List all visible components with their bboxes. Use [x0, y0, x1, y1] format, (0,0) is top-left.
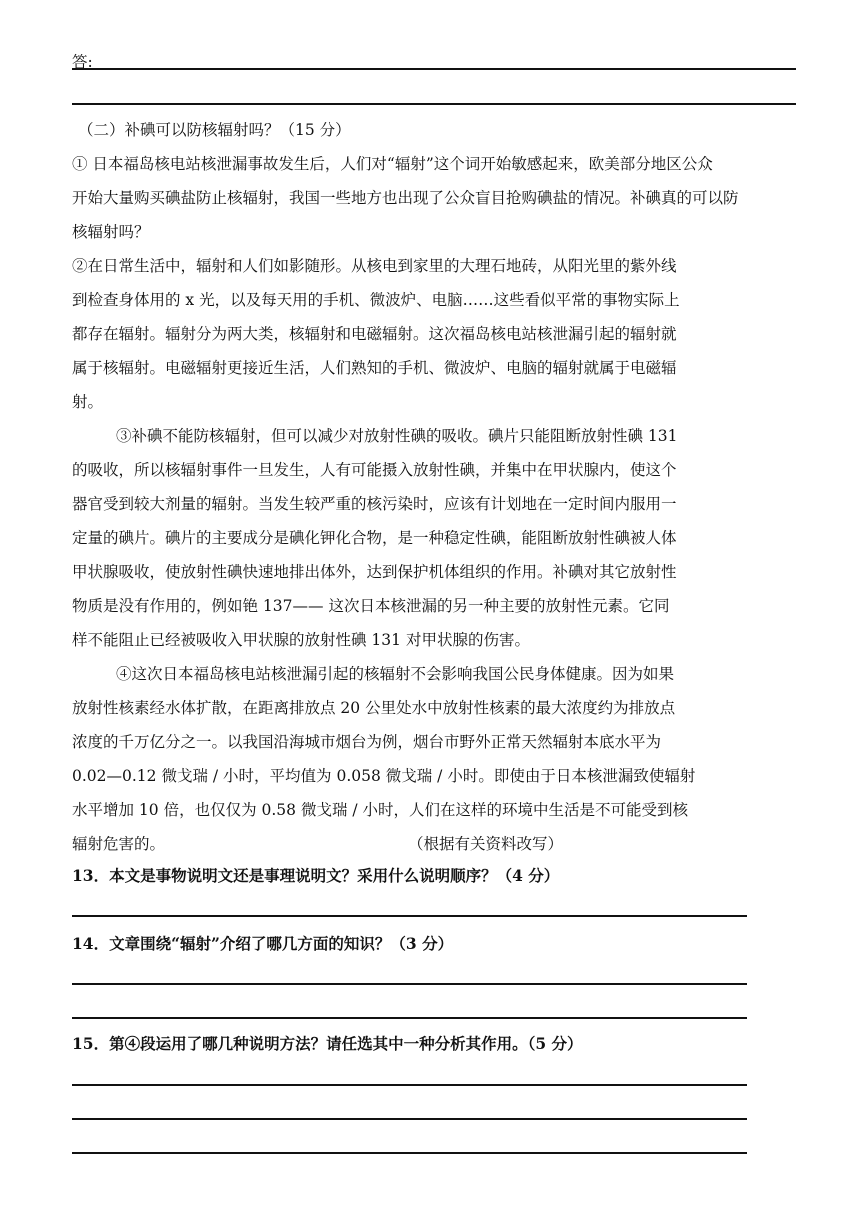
answer-line-1[interactable] [72, 68, 796, 70]
paragraph-3-line-5: 甲状腺吸收，使放射性碘快速地排出体外，达到保护机体组织的作用。补碘对其它放射性 [72, 563, 677, 581]
answer-line-q15-2[interactable] [72, 1118, 747, 1120]
paragraph-3-line-2: 的吸收，所以核辐射事件一旦发生，人有可能摄入放射性碘，并集中在甲状腺内，使这个 [72, 461, 677, 479]
paragraph-3-line-4: 定量的碘片。碘片的主要成分是碘化钾化合物，是一种稳定性碘，能阻断放射性碘被人体 [72, 529, 677, 547]
paragraph-2-line-2: 到检查身体用的 x 光，以及每天用的手机、微波炉、电脑……这些看似平常的事物实际上 [72, 291, 680, 309]
paragraph-1-line-2: 开始大量购买碘盐防止核辐射，我国一些地方也出现了公众盲目抢购碘盐的情况。补碘真的可以防 [72, 189, 739, 207]
paragraph-3-line-7: 样不能阻止已经被吸收入甲状腺的放射性碘 131 对甲状腺的伤害。 [72, 631, 530, 649]
paragraph-4-line-3: 浓度的千万亿分之一。以我国沿海城市烟台为例，烟台市野外正常天然辐射本底水平为 [72, 733, 662, 751]
answer-line-q14-2[interactable] [72, 1017, 747, 1019]
paragraph-1-line-1: ① 日本福岛核电站核泄漏事故发生后，人们对“辐射”这个词开始敏感起来，欧美部分地区公众 [72, 155, 713, 173]
paragraph-2-line-1: ②在日常生活中，辐射和人们如影随形。从核电到家里的大理石地砖，从阳光里的紫外线 [72, 257, 677, 275]
paragraph-4-line-1: ④这次日本福岛核电站核泄漏引起的核辐射不会影响我国公民身体健康。因为如果 [116, 665, 675, 683]
answer-line-q14-1[interactable] [72, 983, 747, 985]
question-13: 13．本文是事物说明文还是事理说明文？采用什么说明顺序？（4 分） [72, 866, 560, 885]
section-heading: （二）补碘可以防核辐射吗？（15 分） [78, 121, 351, 139]
paragraph-4-line-6: 辐射危害的。 [72, 835, 166, 853]
paragraph-4-line-5: 水平增加 10 倍，也仅仅为 0.58 微戈瑞 / 小时，人们在这样的环境中生活是不可能受到核 [72, 801, 689, 819]
paragraph-3-line-6: 物质是没有作用的，例如铯 137—— 这次日本核泄漏的另一种主要的放射性元素。它同 [72, 597, 670, 615]
paragraph-3-line-1: ③补碘不能防核辐射，但可以减少对放射性碘的吸收。碘片只能阻断放射性碘 131 [116, 427, 678, 445]
paragraph-2-line-5: 射。 [72, 393, 104, 411]
answer-line-q15-3[interactable] [72, 1152, 747, 1154]
paragraph-3-line-3: 器官受到较大剂量的辐射。当发生较严重的核污染时，应该有计划地在一定时间内服用一 [72, 495, 677, 513]
paragraph-2-line-3: 都存在辐射。辐射分为两大类，核辐射和电磁辐射。这次福岛核电站核泄漏引起的辐射就 [72, 325, 677, 343]
answer-label: 答: [72, 53, 93, 71]
paragraph-2-line-4: 属于核辐射。电磁辐射更接近生活，人们熟知的手机、微波炉、电脑的辐射就属于电磁辐 [72, 359, 677, 377]
answer-line-q13-1[interactable] [72, 915, 747, 917]
paragraph-1-line-3: 核辐射吗？ [72, 223, 150, 241]
answer-line-2[interactable] [72, 103, 796, 105]
question-15: 15．第④段运用了哪几种说明方法？请任选其中一种分析其作用。（5 分） [72, 1034, 583, 1053]
paragraph-4-line-2: 放射性核素经水体扩散，在距离排放点 20 公里处水中放射性核素的最大浓度约为排放点 [72, 699, 676, 717]
source-note: （根据有关资料改写） [408, 835, 564, 853]
paragraph-4-line-4: 0.02—0.12 微戈瑞 / 小时，平均值为 0.058 微戈瑞 / 小时。即使由于日本核泄漏致使辐射 [72, 767, 696, 785]
answer-line-q15-1[interactable] [72, 1084, 747, 1086]
question-14: 14．文章围绕“辐射”介绍了哪几方面的知识？（3 分） [72, 934, 454, 953]
